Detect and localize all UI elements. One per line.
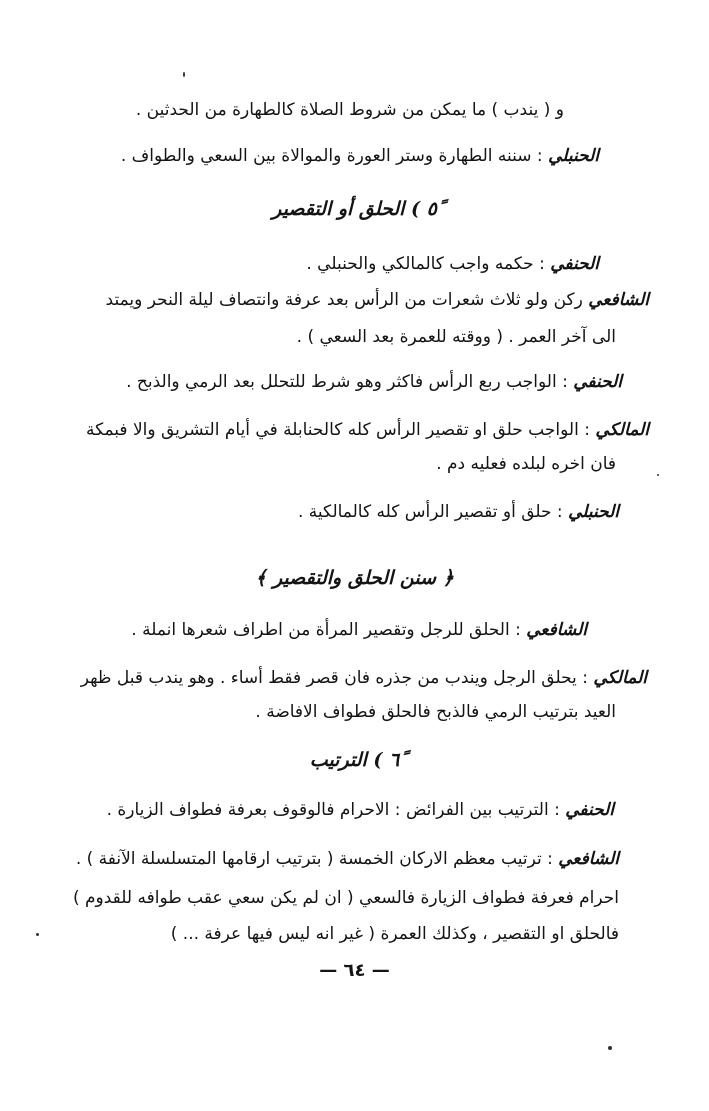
text-line <box>121 144 599 168</box>
section-heading: ﴿ سنن الحلق والتقصير ﴾ <box>255 567 454 589</box>
school-label: المالكي <box>593 668 647 688</box>
text-line <box>86 418 649 442</box>
school-label: الحنفي <box>550 254 599 274</box>
text-segment: : ترتيب معظم الاركان الخمسة ( بترتيب ارقامها المتسلسلة الآنفة ) . <box>75 849 553 869</box>
text-line: و ( يندب ) ما يمكن من شروط الصلاة كالطهارة من الحدثين . <box>135 100 564 120</box>
text-line: فان اخره لبلده فعليه دم . <box>436 454 616 474</box>
school-label: الشافعي <box>526 620 587 640</box>
school-label: الشافعي <box>558 849 619 869</box>
school-label: الحنفي <box>565 800 614 820</box>
text-line <box>126 370 622 394</box>
text-segment: : الحلق للرجل وتقصير المرأة من اطراف شعرها انملة . <box>131 620 521 640</box>
school-label: الحنبلي <box>568 502 619 522</box>
text-line: فالحلق او التقصير ، وكذلك العمرة ( غير انه ليس فيها عرفة ... ) <box>170 924 619 944</box>
text-line: الى آخر العمر . ( ووقته للعمرة بعد السعي ) . <box>296 327 616 347</box>
scan-speck <box>36 933 39 936</box>
section-heading: ٦ً ) الترتيب <box>309 749 400 771</box>
section-heading: ٥ً ) الحلق أو التقصير <box>272 198 437 220</box>
text-segment: : الواجب حلق او تقصير الرأس كله كالحنابلة في أيام التشريق والا فبمكة <box>85 420 590 440</box>
text-line: العيد بترتيب الرمي فالذبح فالحلق فطواف الافاضة . <box>255 702 616 722</box>
text-segment: : الواجب ربع الرأس فاكثر وهو شرط للتحلل بعد الرمي والذبح . <box>126 372 568 392</box>
text-segment: : حلق أو تقصير الرأس كله كالمالكية . <box>298 502 563 522</box>
scan-speck <box>183 72 185 77</box>
text-segment: ركن ولو ثلاث شعرات من الرأس بعد عرفة وانتصاف ليلة النحر ويمتد <box>105 290 583 310</box>
text-line <box>107 798 614 822</box>
text-line <box>131 618 587 642</box>
school-label: الشافعي <box>588 290 649 310</box>
scan-speck <box>657 474 659 476</box>
school-label: الحنبلي <box>548 146 599 166</box>
page-number: — ٦٤ — <box>319 960 390 981</box>
text-line <box>76 847 619 871</box>
text-line <box>306 252 599 276</box>
text-line <box>298 500 619 524</box>
text-segment: : حكمه واجب كالمالكي والحنبلي . <box>306 254 545 274</box>
text-line <box>81 666 647 690</box>
text-segment: : يحلق الرجل ويندب من جذره فان قصر فقط أساء . وهو يندب قبل ظهر <box>80 668 588 688</box>
text-segment: : الترتيب بين الفرائض : الاحرام فالوقوف بعرفة فطواف الزيارة . <box>106 800 560 820</box>
school-label: المالكي <box>595 420 649 440</box>
school-label: الحنفي <box>573 372 622 392</box>
text-line <box>106 288 649 312</box>
text-segment: : سننه الطهارة وستر العورة والموالاة بين السعي والطواف . <box>120 146 543 166</box>
text-line: احرام فعرفة فطواف الزيارة فالسعي ( ان لم يكن سعي عقب طوافه للقدوم ) <box>72 888 619 908</box>
scan-speck <box>608 1046 612 1050</box>
